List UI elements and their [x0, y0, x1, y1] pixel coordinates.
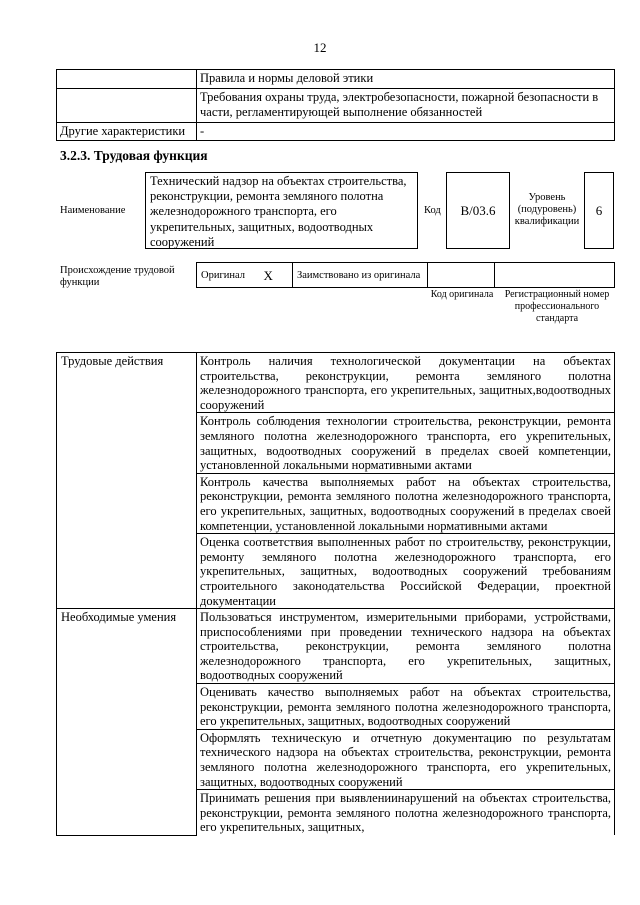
labor-function-table — [56, 352, 615, 836]
other-characteristics-value: - — [197, 122, 615, 141]
borrowed-label: Заимствовано из оригинала — [293, 263, 428, 288]
table-row — [57, 353, 615, 413]
table-row — [197, 263, 615, 288]
origin-label: Происхождение трудовой функции — [60, 265, 175, 288]
qualification-level-box: 6 — [584, 172, 614, 249]
original-label: Оригинал — [197, 263, 260, 288]
top-continuation-table — [56, 69, 615, 141]
table-row — [57, 609, 615, 684]
skill-item: Пользоваться инструментом, измерительными приборами, устройствами, приспособлениями при проведении технического надзора на объектах строительства, реконструкции, ремонта земляного полотна железнодорожного транспорта, его укрепительных, защитных, водоотводных сооружений — [197, 609, 615, 684]
labor-actions-label: Трудовые действия — [57, 353, 197, 609]
labor-action-item: Оценка соответствия выполненных работ по строительству, реконструкции, ремонту земляного полотна железнодорожного транспорта, его укрепительных, защитных, водоотводных сооружений требованиям строительного законодательства Российской Федерации, проектной документации — [197, 534, 615, 609]
page-number: 12 — [313, 40, 327, 55]
table-cell-safety: Требования охраны труда, электробезопасности, пожарной безопасности в части, регламентирующей выполнение обязанностей — [197, 88, 615, 122]
table-row — [57, 88, 615, 122]
table-cell-ethics: Правила и нормы деловой этики — [197, 70, 615, 89]
function-code-box: B/03.6 — [446, 172, 510, 249]
skills-label: Необходимые умения — [57, 609, 197, 835]
skill-item: Оформлять техническую и отчетную документацию по результатам технического надзора на объектах строительства, реконструкции, ремонта земляного полотна железнодорожного транспорта, его укрепительных, защитных, водоотводных сооружений — [197, 729, 615, 789]
skill-item: Принимать решения при выявлениинарушений на объектах строительства, реконструкции, ремонта земляного полотна железнодорожного транспорта, его укрепительных, защитных, — [197, 790, 615, 835]
qualification-level-label: Уровень (подуровень) квалификации — [514, 192, 580, 227]
reg-number-caption: Регистрационный номер профессионального стандарта — [504, 289, 610, 324]
other-characteristics-label: Другие характеристики — [57, 122, 197, 141]
original-mark: X — [260, 263, 293, 288]
labor-action-item: Контроль качества выполняемых работ на объектах строительства, реконструкции, ремонта земляного полотна железнодорожного транспорта, его укрепительных, защитных, водоотводных сооружений в пределах своей компетенции, установленной локальными нормативными актами — [197, 473, 615, 533]
code-label: Код — [424, 205, 441, 216]
skill-item: Оценивать качество выполняемых работ на объектах строительства, реконструкции, ремонта земляного полотна железнодорожного транспорта, его укрепительных, защитных, водоотводных сооружений — [197, 684, 615, 730]
reg-number-cell — [495, 263, 615, 288]
name-label: Наименование — [60, 205, 126, 216]
table-cell-empty — [57, 88, 197, 122]
function-name-box: Технический надзор на объектах строительства, реконструкции, ремонта земляного полотна железнодорожного транспорта, его укрепительных, защитных, водоотводных сооружений — [145, 172, 418, 249]
table-row — [57, 122, 615, 141]
labor-action-item: Контроль соблюдения технологии строительства, реконструкции, ремонта земляного полотна железнодорожного транспорта, его укрепительных, защитных, водоотводных сооружений в пределах своей компетенции, установленной локальными нормативными актами — [197, 413, 615, 473]
code-original-caption: Код оригинала — [430, 289, 494, 300]
labor-action-item: Контроль наличия технологической документации на объектах строительства, реконструкции, ремонта земляного полотна железнодорожного транспорта, его укрепительных, защитных,водоотводных сооружений — [197, 353, 615, 413]
original-code-cell — [428, 263, 495, 288]
origin-table — [196, 262, 615, 288]
section-title: 3.2.3. Трудовая функция — [60, 148, 208, 163]
table-row — [57, 70, 615, 89]
table-cell-empty — [57, 70, 197, 89]
